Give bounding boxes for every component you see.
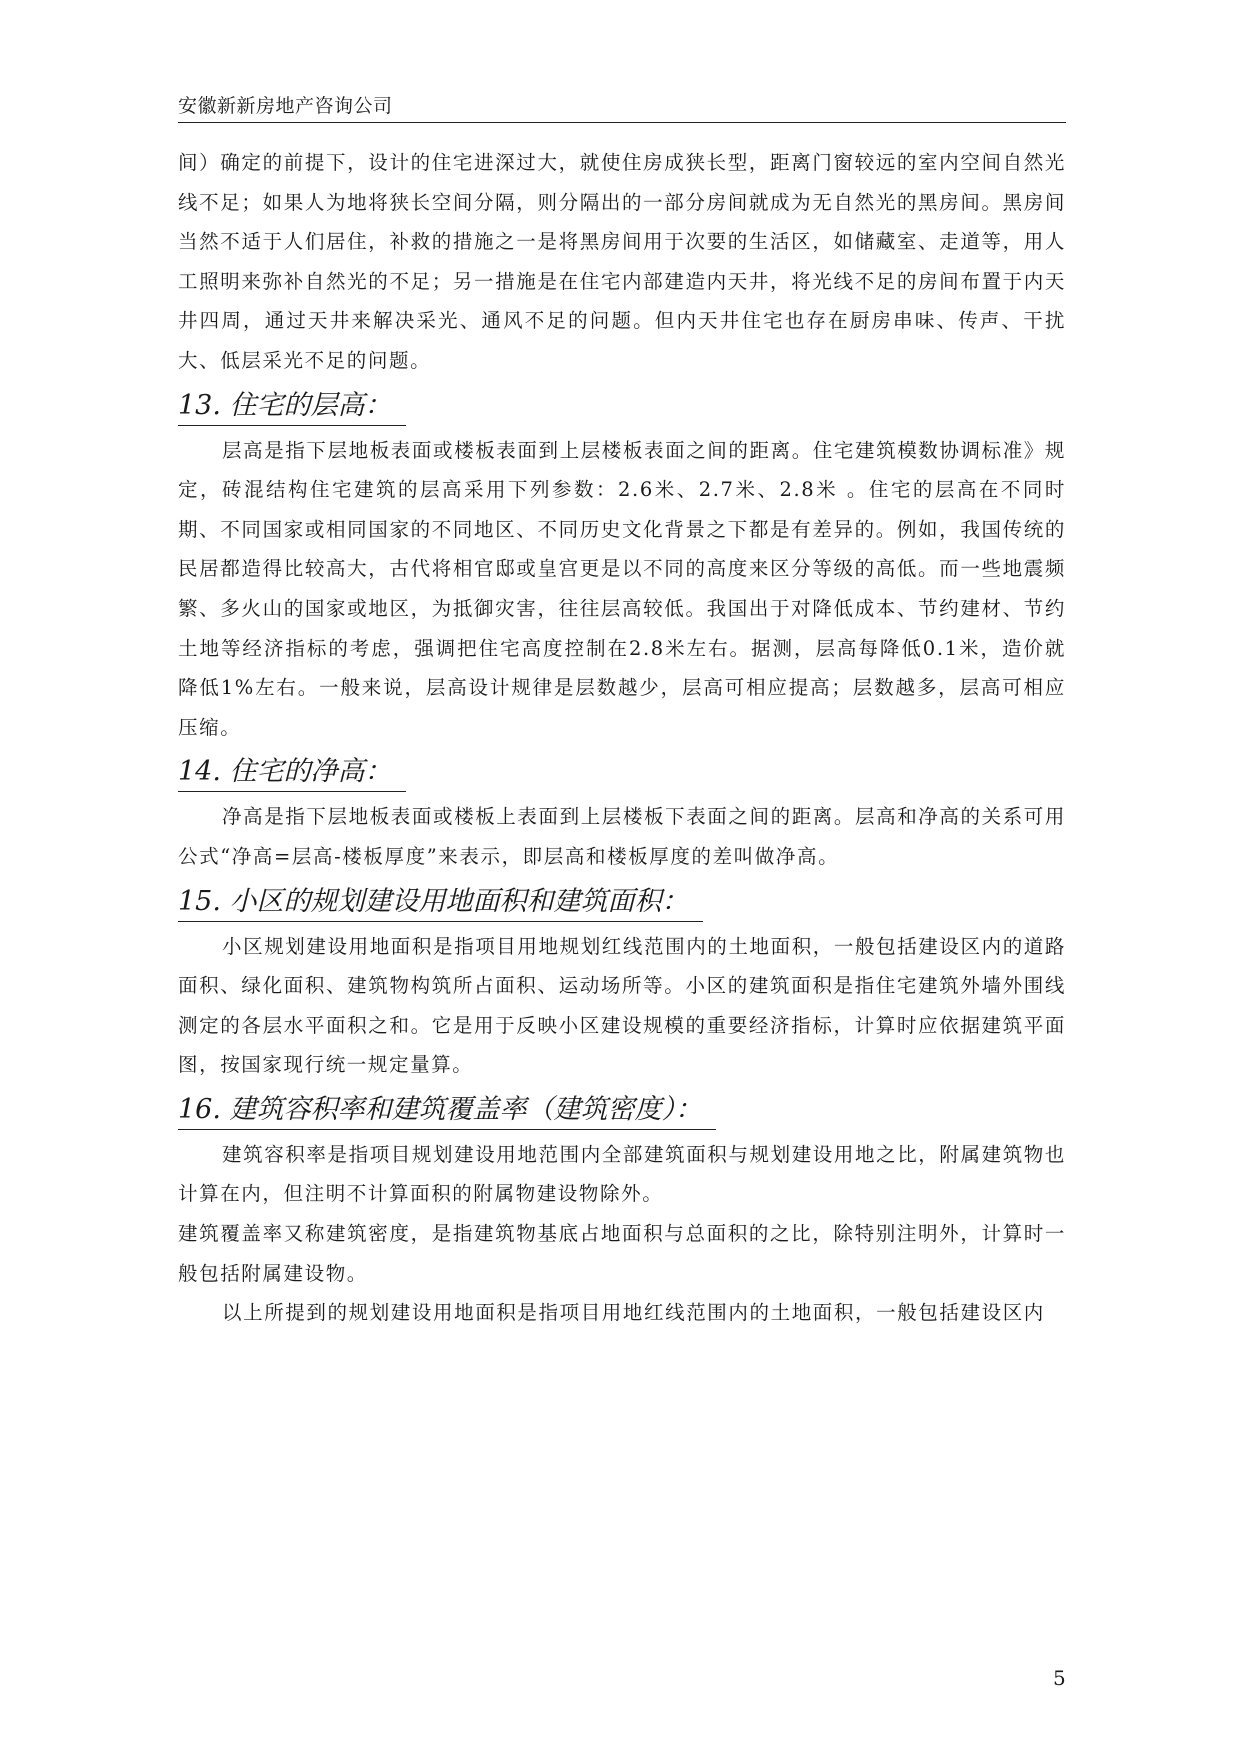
section-heading-15: 15. 小区的规划建设用地面积和建筑面积： (178, 883, 703, 922)
paragraph: 建筑覆盖率又称建筑密度，是指建筑物基底占地面积与总面积的之比，除特别注明外，计算时一般包括附属建设物。 (178, 1222, 1066, 1285)
section-heading-14: 14. 住宅的净高： (178, 753, 406, 792)
paragraph: 间）确定的前提下，设计的住宅进深过大，就使住房成狭长型，距离门窗较远的室内空间自然光线不足；如果人为地将狭长空间分隔，则分隔出的一部分房间就成为无自然光的黑房间。黑房间当然不适于人们居住，补救的措施之一是将黑房间用于次要的生活区，如储藏室、走道等，用人工照明来弥补自然光的不足；另一措施是在住宅内部建造内天井，将光线不足的房间布置于内天井四周，通过天井来解决采光、通风不足的问题。但内天井住宅也存在厨房串味、传声、干扰大、低层采光不足的问题。 (178, 151, 1066, 372)
paragraph: 建筑容积率是指项目规划建设用地范围内全部建筑面积与规划建设用地之比，附属建筑物也计算在内，但注明不计算面积的附属物建设物除外。 (178, 1142, 1067, 1206)
section-heading-13: 13. 住宅的层高： (178, 387, 406, 426)
paragraph: 净高是指下层地板表面或楼板上表面到上层楼板下表面之间的距离。层高和净高的关系可用公式“净高=层高-楼板厚度”来表示，即层高和楼板厚度的差叫做净高。 (178, 805, 1067, 868)
page-header (178, 92, 1066, 123)
paragraph: 小区规划建设用地面积是指项目用地规划红线范围内的土地面积，一般包括建设区内的道路面积、绿化面积、建筑物构筑所占面积、运动场所等。小区的建筑面积是指住宅建筑外墙外围线测定的各层水平面积之和。它是用于反映小区建设规模的重要经济指标，计算时应依据建筑平面图，按国家现行统一规定量算。 (178, 934, 1067, 1077)
paragraph: 以上所提到的规划建设用地面积是指项目用地红线范围内的土地面积，一般包括建设区内 (222, 1301, 1045, 1325)
company-name: 安徽新新房地产咨询公司 (178, 95, 393, 117)
paragraph: 层高是指下层地板表面或楼板表面到上层楼板表面之间的距离。住宅建筑模数协调标准》规定，砖混结构住宅建筑的层高采用下列参数：2.6米、2.7米、2.8米 。住宅的层高在不同时期、不同国家或相同国家的不同地区、不同历史文化背景之下都是有差异的。例如，我国传统的民居都造得比较高大，古代将相官邸或皇宫更是以不同的高度来区分等级的高低。而一些地震频繁、多火山的国家或地区，为抵御灾害，往往层高较低。我国出于对降低成本、节约建材、节约土地等经济指标的考虑，强调把住宅高度控制在2.8米左右。据测，层高每降低0.1米，造价就降低1%左右。一般来说，层高设计规律是层数越少，层高可相应提高；层数越多，层高可相应压缩。 (178, 438, 1067, 739)
section-heading-16: 16. 建筑容积率和建筑覆盖率（建筑密度）： (178, 1091, 716, 1130)
page-number: 5 (1053, 1666, 1066, 1690)
page-content (178, 143, 1066, 1333)
